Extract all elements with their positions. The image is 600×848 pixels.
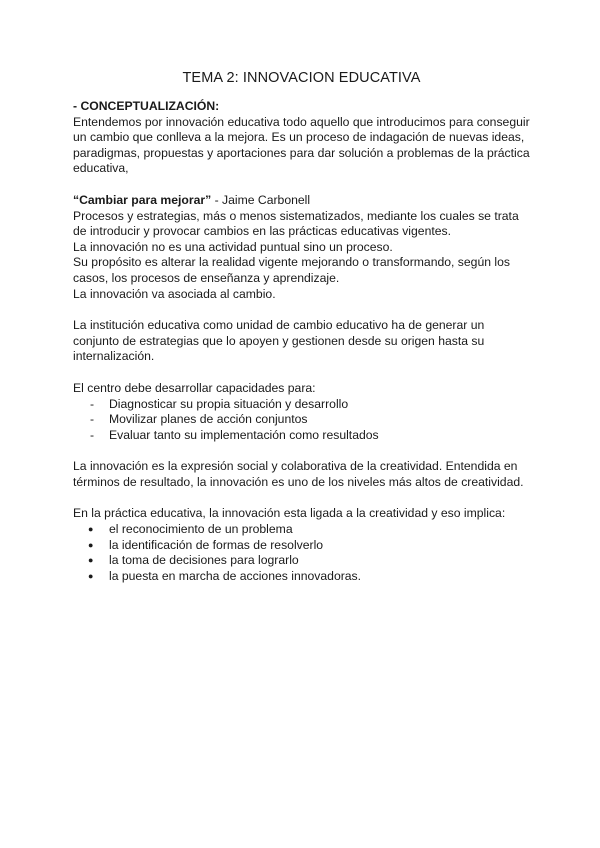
list-item-text: Evaluar tanto su implementación como resultados (109, 427, 379, 442)
quote-section (73, 193, 530, 302)
bullet-icon: ● (88, 539, 94, 550)
section-heading: - CONCEPTUALIZACIÓN: (73, 99, 220, 113)
quote-title: “Cambiar para mejorar” (73, 192, 212, 207)
text-line: La innovación no es una actividad puntual sino un proceso. (73, 239, 393, 254)
centro-section (73, 381, 530, 443)
text-line: casos, los procesos de enseñanza y aprendizaje. (73, 270, 340, 285)
practica-section (73, 506, 530, 584)
list-item-text: la identificación de formas de resolverlo (109, 537, 324, 552)
bullet-list (73, 522, 530, 584)
text-line: internalización. (73, 349, 155, 364)
creatividad-section (73, 459, 530, 490)
list-item-text: la toma de decisiones para lograrlo (109, 553, 299, 568)
text-line: Entendemos por innovación educativa todo aquello que introducimos para conseguir (73, 114, 530, 129)
spacer (73, 443, 530, 459)
bullet-icon: ● (88, 555, 94, 566)
conceptualizacion-section (73, 99, 530, 177)
list-item (73, 412, 530, 428)
list-intro: El centro debe desarrollar capacidades para: (73, 380, 316, 395)
spacer (73, 177, 530, 193)
dash-marker: - (90, 427, 95, 442)
text-line: términos de resultado, la innovación es uno de los niveles más altos de creatividad. (73, 474, 524, 489)
text-line: un cambio que conlleva a la mejora. Es un proceso de indagación de nuevas ideas, (73, 130, 525, 145)
text-line: conjunto de estrategias que lo apoyen y gestionen desde su origen hasta su (73, 333, 485, 348)
text-line: paradigmas, propuestas y aportaciones para dar solución a problemas de la práctica (73, 145, 530, 160)
quote-author: - Jaime Carbonell (211, 192, 311, 207)
text-line: de introducir y provocar cambios en las prácticas educativas vigentes. (73, 224, 451, 239)
text-line: educativa, (73, 161, 129, 176)
spacer (73, 490, 530, 506)
list-item-text: la puesta en marcha de acciones innovadoras. (109, 568, 362, 583)
page-title: TEMA 2: INNOVACION EDUCATIVA (182, 70, 421, 86)
text-line: La institución educativa como unidad de cambio educativo ha de generar un (73, 318, 485, 333)
list-item (73, 428, 530, 444)
list-intro: En la práctica educativa, la innovación esta ligada a la creatividad y eso implica: (73, 506, 506, 521)
bullet-icon: ● (88, 570, 94, 581)
list-item-text: Movilizar planes de acción conjuntos (109, 412, 308, 427)
dash-marker: - (90, 396, 95, 411)
spacer (73, 302, 530, 318)
text-line: La innovación va asociada al cambio. (73, 286, 276, 301)
text-line: Su propósito es alterar la realidad vigente mejorando o transformando, según los (73, 255, 510, 270)
text-line: La innovación es la expresión social y colaborativa de la creatividad. Entendida en (73, 459, 518, 474)
list-item (73, 538, 530, 554)
list-item (73, 569, 530, 585)
dash-list (73, 397, 530, 444)
list-item-text: el reconocimiento de un problema (109, 522, 293, 537)
dash-marker: - (90, 412, 95, 427)
spacer (73, 365, 530, 381)
list-item (73, 522, 530, 538)
institucion-section (73, 318, 530, 365)
bullet-icon: ● (88, 524, 94, 535)
quote-heading (73, 193, 530, 209)
list-item-text: Diagnosticar su propia situación y desarrollo (109, 396, 349, 411)
list-item (73, 553, 530, 569)
text-line: Procesos y estrategias, más o menos sistematizados, mediante los cuales se trata (73, 208, 519, 223)
list-item (73, 397, 530, 413)
